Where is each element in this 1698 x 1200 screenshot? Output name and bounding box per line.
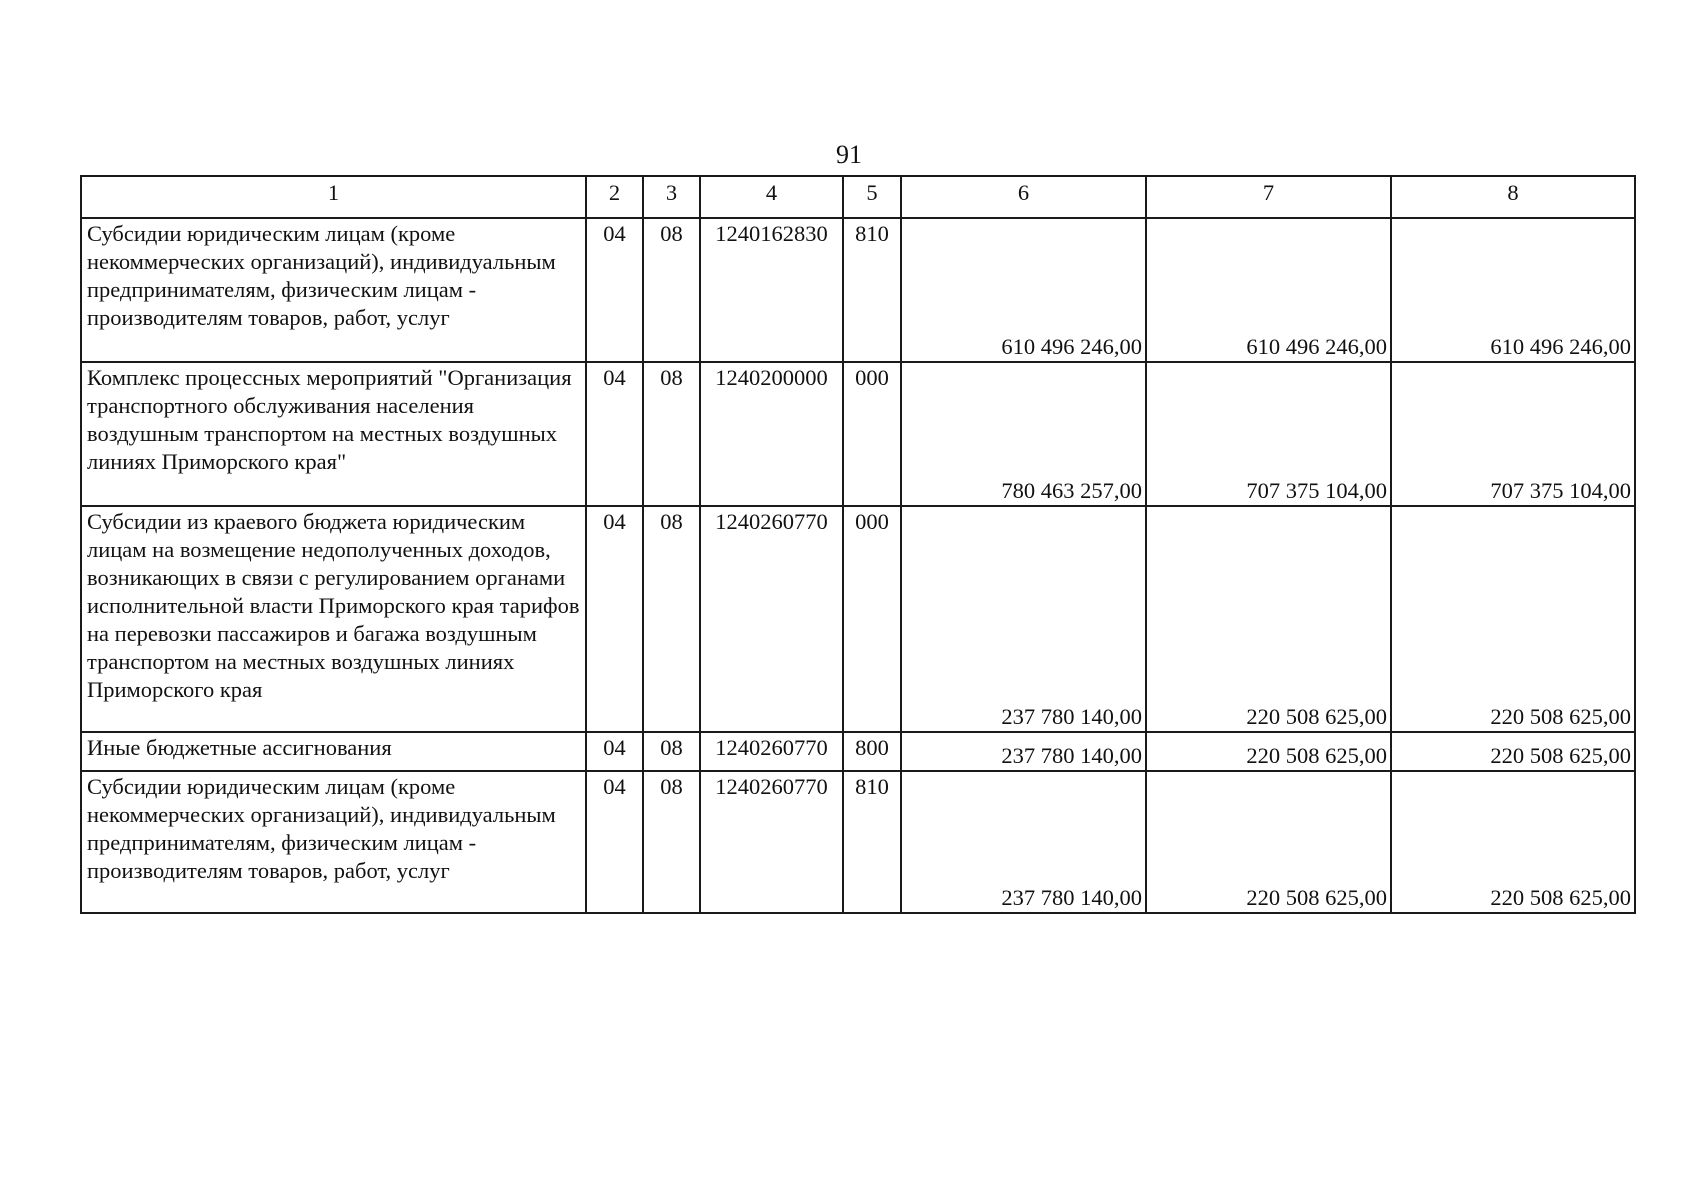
section-code-cell: 04 [586,362,643,506]
row-name-cell: Комплекс процессных мероприятий "Организация транспортного обслуживания населения воздушным транспортом на местных воздушных линиях Приморского края" [81,362,586,506]
page-number: 91 [836,140,862,169]
amount-cell: 707 375 104,00 [1146,362,1391,506]
subsection-code-cell: 08 [643,732,700,771]
column-header: 1 [81,176,586,218]
subsection-code-cell: 08 [643,771,700,913]
column-header: 4 [700,176,843,218]
amount-cell: 237 780 140,00 [901,732,1146,771]
expense-type-cell: 800 [843,732,901,771]
amount-cell: 707 375 104,00 [1391,362,1635,506]
subsection-code-cell: 08 [643,218,700,362]
target-article-cell: 1240260770 [700,506,843,732]
column-header: 3 [643,176,700,218]
section-code-cell: 04 [586,218,643,362]
expense-type-cell: 000 [843,362,901,506]
subsection-code-cell: 08 [643,362,700,506]
amount-cell: 610 496 246,00 [901,218,1146,362]
amount-cell: 220 508 625,00 [1146,732,1391,771]
row-name-cell: Субсидии юридическим лицам (кроме некоммерческих организаций), индивидуальным предпринимателям, физическим лицам - производителям товаров, работ, услуг [81,218,586,362]
section-code-cell: 04 [586,732,643,771]
table-row [81,732,1635,771]
section-code-cell: 04 [586,506,643,732]
section-code-cell: 04 [586,771,643,913]
amount-cell: 237 780 140,00 [901,771,1146,913]
row-name-cell: Иные бюджетные ассигнования [81,732,586,771]
amount-cell: 220 508 625,00 [1146,506,1391,732]
table-row [81,506,1635,732]
target-article-cell: 1240200000 [700,362,843,506]
column-header: 5 [843,176,901,218]
table-row [81,771,1635,913]
expense-type-cell: 810 [843,218,901,362]
target-article-cell: 1240260770 [700,771,843,913]
amount-cell: 220 508 625,00 [1391,732,1635,771]
expense-type-cell: 810 [843,771,901,913]
expense-type-cell: 000 [843,506,901,732]
row-name-cell: Субсидии из краевого бюджета юридическим лицам на возмещение недополученных доходов, возникающих в связи с регулированием органами исполнительной власти Приморского края тарифов на перевозки пассажиров и багажа воздушным транспортом на местных воздушных линиях Приморского края [81,506,586,732]
budget-table [80,175,1636,914]
amount-cell: 237 780 140,00 [901,506,1146,732]
table-header-row [81,176,1635,218]
column-header: 7 [1146,176,1391,218]
amount-cell: 220 508 625,00 [1146,771,1391,913]
row-name-cell: Субсидии юридическим лицам (кроме некоммерческих организаций), индивидуальным предпринимателям, физическим лицам - производителям товаров, работ, услуг [81,771,586,913]
column-header: 2 [586,176,643,218]
amount-cell: 610 496 246,00 [1391,218,1635,362]
amount-cell: 220 508 625,00 [1391,506,1635,732]
amount-cell: 220 508 625,00 [1391,771,1635,913]
amount-cell: 780 463 257,00 [901,362,1146,506]
table-row [81,218,1635,362]
target-article-cell: 1240162830 [700,218,843,362]
column-header: 6 [901,176,1146,218]
table-row [81,362,1635,506]
subsection-code-cell: 08 [643,506,700,732]
amount-cell: 610 496 246,00 [1146,218,1391,362]
target-article-cell: 1240260770 [700,732,843,771]
column-header: 8 [1391,176,1635,218]
